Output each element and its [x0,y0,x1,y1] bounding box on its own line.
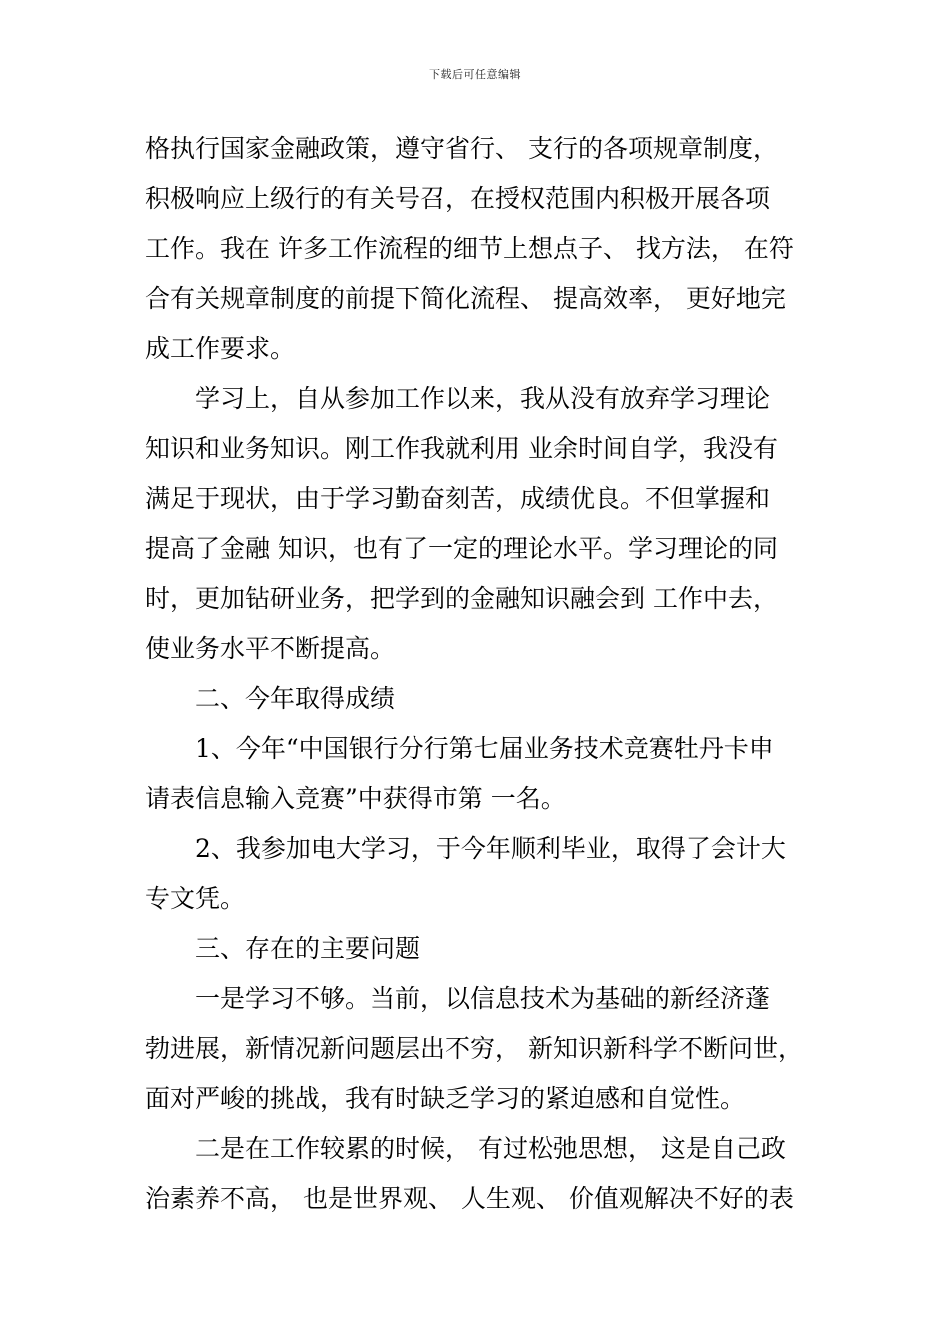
header-note: 下载后可任意编辑 [429,68,521,81]
text-line: 面对严峻的挑战，我有时缺乏学习的紧迫感和自觉性。 [145,1084,746,1113]
section-heading-problems: 三、存在的主要问题 [195,934,421,963]
text-line: 合有关规章制度的前提下简化流程、 提高效率， 更好地完 [145,284,786,313]
text-line: 时，更加钻研业务，把学到的金融知识融会到 工作中去， [145,584,778,613]
list-item-2-start: 2、我参加电大学习，于今年顺利毕业，取得了会计大 [195,834,786,863]
paragraph-start-line: 二是在工作较累的时候， 有过松弛思想， 这是自己政 [195,1134,786,1163]
text-line: 治素养不高， 也是世界观、 人生观、 价值观解决不好的表 [145,1184,794,1213]
text-line: 知识和业务知识。刚工作我就利用 业余时间自学，我没有 [145,434,778,463]
paragraph-start-line: 学习上，自从参加工作以来，我从没有放弃学习理论 [195,384,771,413]
text-line: 专文凭。 [145,884,246,913]
body-text [145,124,810,1224]
text-line: 成工作要求。 [145,334,296,363]
text-line: 请表信息输入竞赛”中获得市第 一名。 [145,784,566,813]
list-item-1-start: 1、今年“中国银行分行第七届业务技术竞赛牡丹卡申 [195,734,774,763]
text-line: 积极响应上级行的有关号召，在授权范围内积极开展各项 [145,184,771,213]
text-line: 提高了金融 知识，也有了一定的理论水平。学习理论的同 [145,534,778,563]
text-line: 勃进展，新情况新问题层出不穷， 新知识新科学不断问世， [145,1034,803,1063]
text-line: 工作。我在 许多工作流程的细节上想点子、 找方法， 在符 [145,234,794,263]
text-line: 满足于现状，由于学习勤奋刻苦，成绩优良。不但掌握和 [145,484,771,513]
text-line: 格执行国家金融政策，遵守省行、 支行的各项规章制度， [145,134,778,163]
text-line: 使业务水平不断提高。 [145,634,396,663]
section-heading-achievements: 二、今年取得成绩 [195,684,396,713]
paragraph-start-line: 一是学习不够。当前，以信息技术为基础的新经济蓬 [195,984,771,1013]
